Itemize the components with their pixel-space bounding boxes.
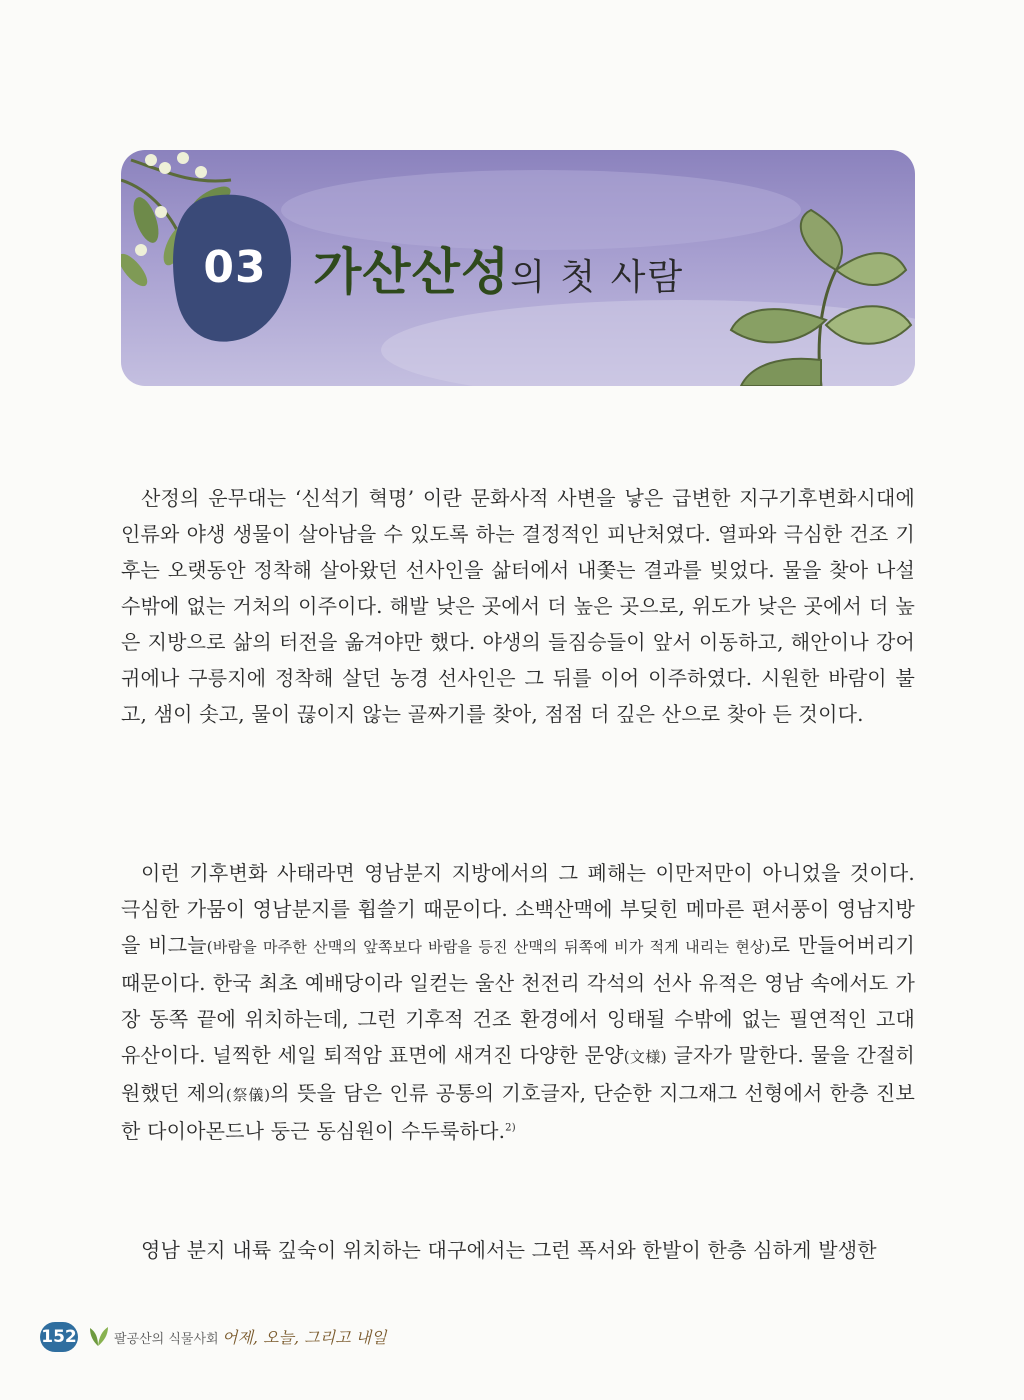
paragraph-3-text: 영남 분지 내륙 깊숙이 위치하는 대구에서는 그런 폭서와 한발이 한층 심하게 발생한 xyxy=(141,1238,877,1262)
leaf-icon xyxy=(86,1322,110,1348)
chapter-number: 03 xyxy=(203,242,267,293)
book-title: 팔공산의 식물사회 xyxy=(114,1332,219,1347)
chapter-title-rest: 의 첫 사람 xyxy=(510,257,685,298)
paragraph-1 xyxy=(121,480,915,732)
paragraph-2-hanja-2: (祭儀) xyxy=(225,1086,271,1104)
chapter-title xyxy=(313,232,684,304)
paragraph-2-hanja-1: (文様) xyxy=(623,1048,667,1066)
paragraph-2-note: (바람을 마주한 산맥의 앞쪽보다 바람을 등진 산맥의 뒤쪽에 비가 적게 내리는 현상) xyxy=(206,938,771,956)
paragraph-2 xyxy=(121,855,915,1149)
paragraph-2-text-b: 로 만들어버리기 때문이다. 한국 최초 예배당이라 일컫는 울산 천전리 각석의 선사 유적은 영남 속에서도 가장 동쪽 끝에 위치하는데, 그런 기후적 건조 환경에서 잉태될 수밖에 없는 필연적인 고대 유산이다. 널찍한 세일 퇴적암 표면에 새겨진 다양한 문양 xyxy=(121,933,915,1067)
page-footer xyxy=(40,1316,540,1356)
paragraph-1-text: 산정의 운무대는 ‘신석기 혁명’ 이란 문화사적 사변을 낳은 급변한 지구기후변화시대에 인류와 야생 생물이 살아남을 수 있도록 하는 결정적인 피난처였다. 열파와 극심한 건조 기후는 오랫동안 정착해 살아왔던 선사인을 삶터에서 내쫓는 결과를 빚었다. 물을 찾아 나설 수밖에 없는 거처의 이주이다. 해발 낮은 곳에서 더 높은 곳으로, 위도가 낮은 곳에서 더 높은 지방으로 삶의 터전을 옮겨야만 했다. 야생의 들짐승들이 앞서 이동하고, 해안이나 강어귀에나 구릉지에 정착해 살던 농경 선사인은 그 뒤를 이어 이주하였다. 시원한 바람이 불고, 샘이 솟고, 물이 끊이지 않는 골짜기를 찾아, 점점 더 깊은 산으로 찾아 든 것이다. xyxy=(121,486,915,726)
chapter-title-emphasis: 가산산성 xyxy=(313,243,511,301)
paragraph-2-text-c: 글자가 말한다. 물을 간절히 원했던 제의 xyxy=(121,1043,916,1105)
paragraph-2-text-d: 의 뜻을 담은 인류 공통의 기호글자, 단순한 지그재그 선형에서 한층 진보한 다이아몬드나 둥근 동심원이 수두룩하다. xyxy=(121,1081,915,1143)
footnote-marker: 2) xyxy=(505,1122,516,1134)
page-number: 152 xyxy=(40,1322,78,1352)
book-tagline: 어제, 오늘, 그리고 내일 xyxy=(222,1328,387,1347)
paragraph-3 xyxy=(121,1232,915,1268)
chapter-banner xyxy=(121,150,915,386)
paragraph-2-text-a: 이런 기후변화 사태라면 영남분지 지방에서의 그 폐해는 이만저만이 아니었을 것이다. 극심한 가뭄이 영남분지를 휩쓸기 때문이다. 소백산맥에 부딪힌 메마른 편서풍이 영남지방을 비그늘 xyxy=(121,861,915,957)
